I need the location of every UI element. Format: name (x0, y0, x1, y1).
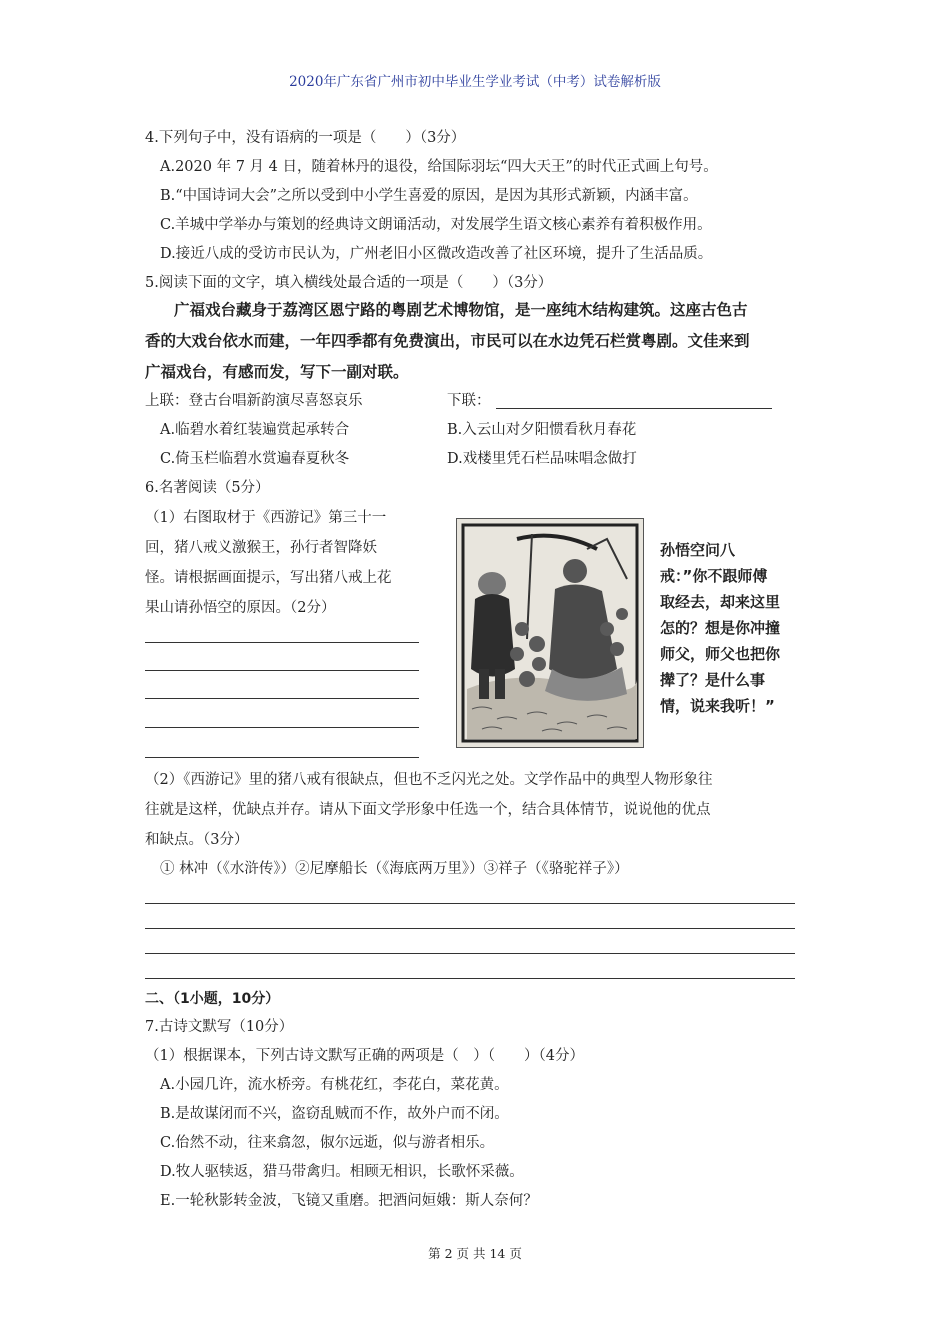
section-2-heading: 二、（1小题，10分） (145, 991, 280, 1007)
q7-option-b: B.是故谋闭而不兴，盗窃乱贼而不作，故外户而不闭。 (160, 1106, 509, 1122)
q7-option-d: D.牧人驱犊返，猎马带禽归。相顾无相识，长歌怀采薇。 (160, 1164, 524, 1180)
q6-part1-line-4: 果山请孙悟空的原因。（2分） (145, 600, 336, 616)
q7-stem: 7.古诗文默写（10分） (145, 1019, 294, 1035)
q6-part1-line-1: （1）右图取材于《西游记》第三十一 (145, 510, 387, 526)
q6-answer-line-3[interactable] (145, 698, 419, 699)
sun-wukong-quote: 孙悟空问八 戒：”你不跟师傅 取经去，却来这里 怎的？想是你冲撞 师父，师父也把你 撵了？是什么事 情，说来我听！” (660, 541, 781, 715)
q7-option-e: E.一轮秋影转金波，飞镜又重磨。把酒问姮娥：斯人奈何？ (160, 1193, 538, 1209)
q5-option-a: A.临碧水着红装遍赏起承转合 (160, 422, 350, 438)
q6-part2-answer-line-1[interactable] (145, 903, 795, 904)
page-header: 2020年广东省广州市初中毕业生学业考试（中考）试卷解析版 (289, 74, 661, 90)
q6-answer-line-4[interactable] (145, 727, 419, 728)
q5-lower-label: 下联： (447, 393, 491, 409)
q5-answer-blank[interactable] (496, 408, 772, 409)
q7-sub1: （1）根据课本，下列古诗文默写正确的两项是（ ）（ ）（4分） (145, 1048, 584, 1064)
q4-option-a: A.2020 年 7 月 4 日，随着林丹的退役，给国际羽坛“四大天王”的时代正式画上句号。 (160, 159, 718, 175)
q5-option-d: D.戏楼里凭石栏品味唱念做打 (447, 451, 637, 467)
q6-answer-line-1[interactable] (145, 642, 419, 643)
q5-passage-line-2: 香的大戏台依水而建，一年四季都有免费演出，市民可以在水边凭石栏赏粤剧。文佳来到 (145, 332, 750, 350)
q6-stem: 6.名著阅读（5分） (145, 480, 270, 496)
q5-upper-couplet: 上联：登古台唱新韵演尽喜怒哀乐 (145, 393, 363, 409)
q6-part1-line-2: 回，猪八戒义激猴王，孙行者智降妖 (145, 540, 377, 556)
q6-part2-line-3: 和缺点。（3分） (145, 832, 249, 848)
q6-part2-answer-line-4[interactable] (145, 978, 795, 979)
q6-answer-line-2[interactable] (145, 670, 419, 671)
q5-passage-line-1: 广福戏台藏身于荔湾区恩宁路的粤剧艺术博物馆，是一座纯木结构建筑。这座古色古 (174, 301, 748, 319)
q4-option-b: B.“中国诗词大会”之所以受到中小学生喜爱的原因，是因为其形式新颖，内涵丰富。 (160, 188, 698, 204)
illustration-drawing (457, 519, 643, 747)
page-footer: 第 2 页 共 14 页 (428, 1246, 522, 1261)
journey-to-west-illustration (456, 518, 644, 748)
q5-option-b: B.入云山对夕阳惯看秋月春花 (447, 422, 637, 438)
q6-character-choices: ① 林冲（《水浒传》）②尼摩船长（《海底两万里》）③祥子（《骆驼祥子》） (160, 861, 629, 877)
q7-option-a: A.小园几许，流水桥旁。有桃花红，李花白，菜花黄。 (160, 1077, 509, 1093)
q5-option-c: C.倚玉栏临碧水赏遍春夏秋冬 (160, 451, 350, 467)
q6-part2-line-1: （2）《西游记》里的猪八戒有很缺点，但也不乏闪光之处。文学作品中的典型人物形象往 (145, 772, 713, 788)
q4-option-c: C.羊城中学举办与策划的经典诗文朗诵活动，对发展学生语文核心素养有着积极作用。 (160, 217, 712, 233)
q6-part1-line-3: 怪。请根据画面提示，写出猪八戒上花 (145, 570, 392, 586)
q6-part2-answer-line-2[interactable] (145, 928, 795, 929)
q7-option-c: C.佁然不动，往来翕忽，俶尔远逝，似与游者相乐。 (160, 1135, 495, 1151)
q5-stem: 5.阅读下面的文字，填入横线处最合适的一项是（ ）（3分） (145, 275, 553, 291)
q6-part2-line-2: 往就是这样，优缺点并存。请从下面文学形象中任选一个，结合具体情节，说说他的优点 (145, 802, 711, 818)
q4-stem: 4.下列句子中，没有语病的一项是（ ）（3分） (145, 130, 466, 146)
q5-passage-line-3: 广福戏台，有感而发，写下一副对联。 (145, 363, 409, 381)
q4-option-d: D.接近八成的受访市民认为，广州老旧小区微改造改善了社区环境，提升了生活品质。 (160, 246, 713, 262)
q6-answer-line-5[interactable] (145, 757, 419, 758)
q6-part2-answer-line-3[interactable] (145, 953, 795, 954)
